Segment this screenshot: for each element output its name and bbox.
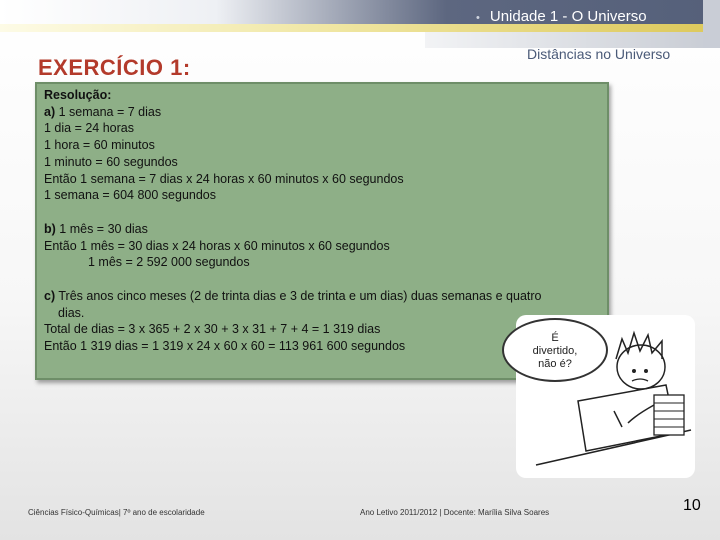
header-accent-line (0, 24, 720, 32)
bubble-line-3: não é? (538, 358, 572, 370)
footer-course: Ciências Físico-Químicas| 7º ano de escolaridade (28, 508, 205, 517)
part-c-line-1b: dias. (58, 305, 85, 320)
part-c-line-3: Então 1 319 dias = 1 319 x 24 x 60 x 60 = 113 961 600 segundos (44, 339, 406, 354)
part-a-line-3: 1 hora = 60 minutos (44, 138, 155, 153)
speech-bubble (502, 318, 608, 382)
part-c-line-2: Total de dias = 3 x 365 + 2 x 30 + 3 x 31 + 7 + 4 = 1 319 dias (44, 322, 381, 337)
unit-title-text: Unidade 1 - O Universo (489, 8, 647, 25)
page-number: 10 (683, 497, 701, 514)
part-a-line-4: 1 minuto = 60 segundos (44, 154, 178, 169)
header-right-bar (703, 0, 720, 48)
part-b-text-1: 1 mês = 30 dias (55, 221, 148, 236)
footer-teacher: Ano Letivo 2011/2012 | Docente: Marília Silva Soares (360, 508, 550, 517)
part-c-line-1 (44, 288, 624, 305)
part-a-line-5: Então 1 semana = 7 dias x 24 horas x 60 minutos x 60 segundos (44, 171, 404, 186)
part-a-label: a) (44, 104, 56, 119)
part-a-line-2: 1 dia = 24 horas (44, 121, 134, 136)
resolution-label: Resolução: (44, 88, 112, 102)
slide-subtitle: Distâncias no Universo (527, 46, 671, 62)
part-b-line-3: 1 mês = 2 592 000 segundos (88, 255, 250, 270)
part-c-label: c) (44, 289, 56, 304)
bubble-line-2: divertido, (532, 345, 578, 357)
part-b-line-2: Então 1 mês = 30 dias x 24 horas x 60 minutos x 60 segundos (44, 238, 390, 253)
part-b-line-1 (44, 221, 624, 238)
part-a-line-6: 1 semana = 604 800 segundos (44, 188, 217, 203)
part-b-label: b) (44, 221, 56, 236)
exercise-heading: EXERCÍCIO 1: (38, 55, 191, 80)
part-c-text-1: Três anos cinco meses (2 de trinta dias e 3 de trinta e um dias) duas semanas e quatro (55, 289, 542, 304)
part-a-line-1 (44, 104, 624, 121)
bubble-line-1: É (551, 332, 559, 344)
bullet-icon: • (476, 12, 480, 24)
unit-title (476, 8, 647, 25)
part-a-text-1: 1 semana = 7 dias (55, 104, 162, 119)
